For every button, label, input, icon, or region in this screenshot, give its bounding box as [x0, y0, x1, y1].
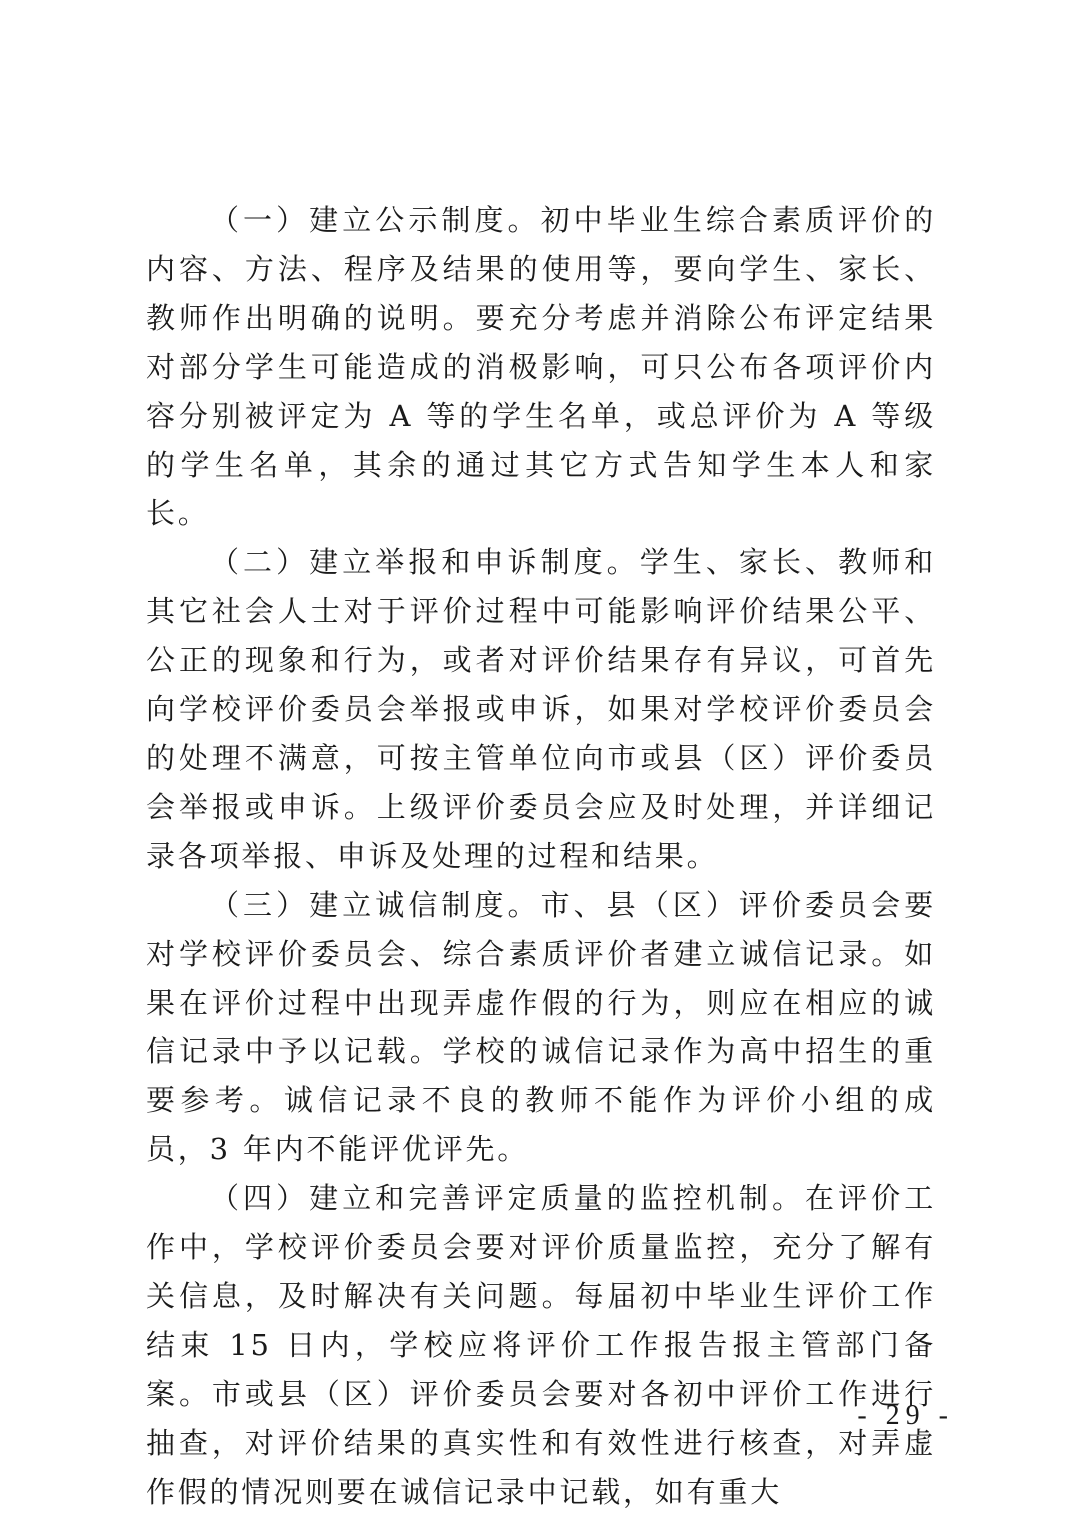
paragraph-public-notice: （一）建立公示制度。初中毕业生综合素质评价的内容、方法、程序及结果的使用等，要向学生、家长、教师作出明确的说明。要充分考虑并消除公布评定结果对部分学生可能造成的消极影响，可只公布各项评价内容分别被评定为 A 等的学生名单，或总评价为 A 等级的学生名单，其余的通过其它方式告知学生本人和家长。 — [146, 203, 936, 531]
body-text — [146, 196, 936, 1516]
paragraph-quality-monitoring: （四）建立和完善评定质量的监控机制。在评价工作中，学校评价委员会要对评价质量监控，充分了解有关信息，及时解决有关问题。每届初中毕业生评价工作结束 15 日内，学校应将评价工作报告报主管部门备案。市或县（区）评价委员会要对各初中评价工作进行抽查，对评价结果的真实性和有效性进行核查，对弄虚作假的情况则要在诚信记录中记载，如有重大 — [146, 1181, 936, 1509]
page-number: - 29 - — [857, 1400, 954, 1431]
paragraph-integrity: （三）建立诚信制度。市、县（区）评价委员会要对学校评价委员会、综合素质评价者建立诚信记录。如果在评价过程中出现弄虚作假的行为，则应在相应的诚信记录中予以记载。学校的诚信记录作为高中招生的重要参考。诚信记录不良的教师不能作为评价小组的成员，3 年内不能评优评先。 — [146, 887, 936, 1167]
paragraph-report-appeal: （二）建立举报和申诉制度。学生、家长、教师和其它社会人士对于评价过程中可能影响评价结果公平、公正的现象和行为，或者对评价结果存有异议，可首先向学校评价委员会举报或申诉，如果对学校评价委员会的处理不满意，可按主管单位向市或县（区）评价委员会举报或申诉。上级评价委员会应及时处理，并详细记录各项举报、申诉及处理的过程和结果。 — [146, 545, 936, 873]
